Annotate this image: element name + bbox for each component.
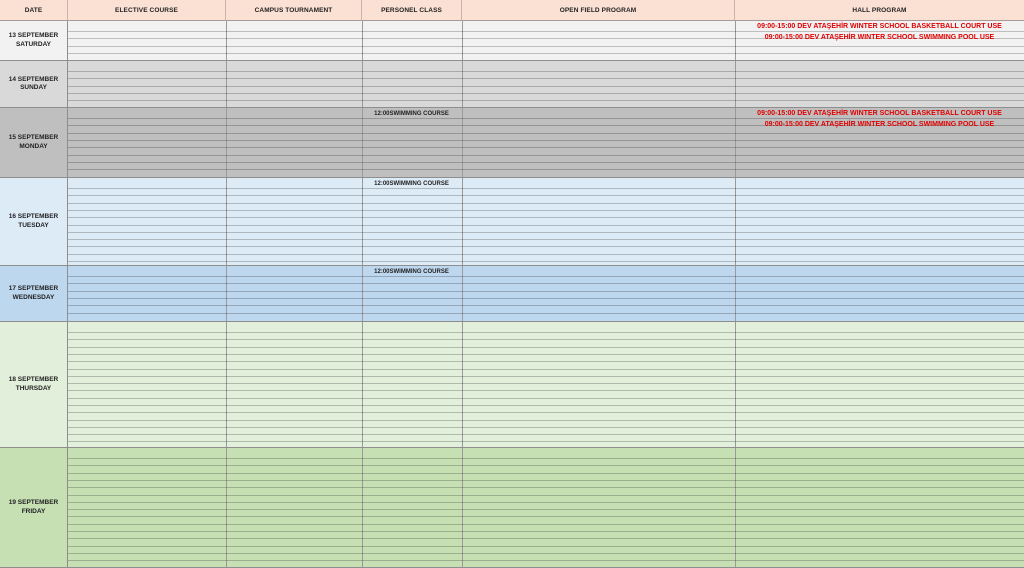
row-divider [68, 524, 1024, 525]
row-divider [68, 93, 1024, 94]
row-divider [68, 283, 1024, 284]
date-label: 17 SEPTEMBER [8, 285, 59, 292]
row-divider [68, 546, 1024, 547]
row-divider [68, 398, 1024, 399]
hall-program-entry[interactable]: 09:00-15:00 DEV ATAŞEHİR WINTER SCHOOL SWIMMING POOL USE [764, 34, 995, 41]
date-cell[interactable] [0, 322, 68, 447]
row-divider [68, 376, 1024, 377]
row-divider [68, 246, 1024, 247]
row-divider [68, 332, 1024, 333]
cell-grid[interactable] [68, 178, 1024, 265]
header-elective-course[interactable]: ELECTIVE COURSE [68, 0, 226, 21]
header-hall-program[interactable]: HALL PROGRAM [735, 0, 1024, 21]
row-divider [68, 291, 1024, 292]
weekday-label: SATURDAY [15, 40, 52, 48]
row-divider [68, 53, 1024, 54]
row-divider [68, 239, 1024, 240]
date-cell[interactable] [0, 61, 68, 107]
row-divider [68, 412, 1024, 413]
row-divider [68, 509, 1024, 510]
row-divider [68, 369, 1024, 370]
weekday-label: WEDNESDAY [12, 293, 55, 301]
row-divider [68, 86, 1024, 87]
column-divider [462, 178, 463, 265]
cell-grid[interactable] [68, 448, 1024, 567]
row-divider [68, 495, 1024, 496]
column-divider [362, 21, 363, 60]
row-divider [68, 313, 1024, 314]
row-divider [68, 538, 1024, 539]
date-label: 18 SEPTEMBER [8, 376, 59, 383]
day-row [0, 178, 1024, 266]
day-row [0, 61, 1024, 108]
date-cell[interactable] [0, 178, 68, 265]
weekday-label: TUESDAY [18, 221, 49, 229]
row-divider [68, 261, 1024, 262]
row-divider [68, 232, 1024, 233]
row-divider [68, 405, 1024, 406]
row-divider [68, 434, 1024, 435]
row-divider [68, 78, 1024, 79]
column-divider [462, 322, 463, 447]
row-divider [68, 427, 1024, 428]
row-divider [68, 339, 1024, 340]
header-row [0, 0, 1024, 21]
row-divider [68, 480, 1024, 481]
row-divider [68, 354, 1024, 355]
hall-program-entry[interactable]: 09:00-15:00 DEV ATAŞEHİR WINTER SCHOOL BASKETBALL COURT USE [757, 23, 1002, 30]
day-row [0, 448, 1024, 568]
column-divider [362, 322, 363, 447]
row-divider [68, 169, 1024, 170]
cell-grid[interactable] [68, 61, 1024, 107]
date-cell[interactable] [0, 266, 68, 321]
row-divider [68, 487, 1024, 488]
row-divider [68, 516, 1024, 517]
personel-class-entry[interactable]: 12:00SWIMMING COURSE [374, 269, 449, 275]
row-divider [68, 458, 1024, 459]
row-divider [68, 383, 1024, 384]
row-divider [68, 210, 1024, 211]
row-divider [68, 298, 1024, 299]
weekday-label: FRIDAY [21, 507, 46, 515]
row-divider [68, 31, 1024, 32]
weekday-label: MONDAY [19, 142, 48, 150]
cell-grid[interactable] [68, 322, 1024, 447]
date-label: 14 SEPTEMBER [8, 75, 59, 83]
column-divider [735, 322, 736, 447]
row-divider [68, 188, 1024, 189]
day-row [0, 21, 1024, 61]
row-divider [68, 254, 1024, 255]
row-divider [68, 155, 1024, 156]
weekday-label: SUNDAY [20, 84, 47, 91]
date-cell[interactable] [0, 108, 68, 177]
row-divider [68, 305, 1024, 306]
cell-grid[interactable] [68, 108, 1024, 177]
day-row [0, 266, 1024, 322]
row-divider [68, 46, 1024, 47]
date-cell[interactable] [0, 448, 68, 567]
row-divider [68, 560, 1024, 561]
row-divider [68, 140, 1024, 141]
row-divider [68, 217, 1024, 218]
column-divider [226, 322, 227, 447]
day-row [0, 108, 1024, 178]
header-date[interactable]: DATE [0, 0, 68, 21]
column-divider [735, 178, 736, 265]
date-label: 19 SEPTEMBER [8, 499, 59, 506]
row-divider [68, 162, 1024, 163]
row-divider [68, 71, 1024, 72]
row-divider [68, 347, 1024, 348]
row-divider [68, 465, 1024, 466]
personel-class-entry[interactable]: 12:00SWIMMING COURSE [374, 111, 449, 117]
row-divider [68, 441, 1024, 442]
personel-class-entry[interactable]: 12:00SWIMMING COURSE [374, 181, 449, 187]
row-divider [68, 420, 1024, 421]
header-open-field-program[interactable]: OPEN FIELD PROGRAM [462, 0, 735, 21]
date-label: 13 SEPTEMBER [8, 32, 59, 39]
row-divider [68, 502, 1024, 503]
column-divider [226, 178, 227, 265]
row-divider [68, 473, 1024, 474]
row-divider [68, 361, 1024, 362]
row-divider [68, 195, 1024, 196]
row-divider [68, 147, 1024, 148]
date-label: 15 SEPTEMBER [8, 134, 59, 141]
column-divider [362, 178, 363, 265]
cell-grid[interactable] [68, 266, 1024, 321]
row-divider [68, 531, 1024, 532]
column-divider [462, 21, 463, 60]
row-divider [68, 118, 1024, 119]
row-divider [68, 553, 1024, 554]
hall-program-entry[interactable]: 09:00-15:00 DEV ATAŞEHİR WINTER SCHOOL SWIMMING POOL USE [764, 121, 995, 128]
day-row [0, 322, 1024, 448]
row-divider [68, 100, 1024, 101]
header-personel-class[interactable]: PERSONEL CLASS [362, 0, 462, 21]
row-divider [68, 276, 1024, 277]
date-cell[interactable] [0, 21, 68, 60]
weekday-label: THURSDAY [15, 384, 52, 392]
row-divider [68, 133, 1024, 134]
column-divider [226, 21, 227, 60]
row-divider [68, 225, 1024, 226]
row-divider [68, 203, 1024, 204]
header-campus-tournament[interactable]: CAMPUS TOURNAMENT [226, 0, 362, 21]
row-divider [68, 390, 1024, 391]
hall-program-entry[interactable]: 09:00-15:00 DEV ATAŞEHİR WINTER SCHOOL BASKETBALL COURT USE [757, 110, 1002, 117]
date-label: 16 SEPTEMBER [8, 213, 59, 220]
